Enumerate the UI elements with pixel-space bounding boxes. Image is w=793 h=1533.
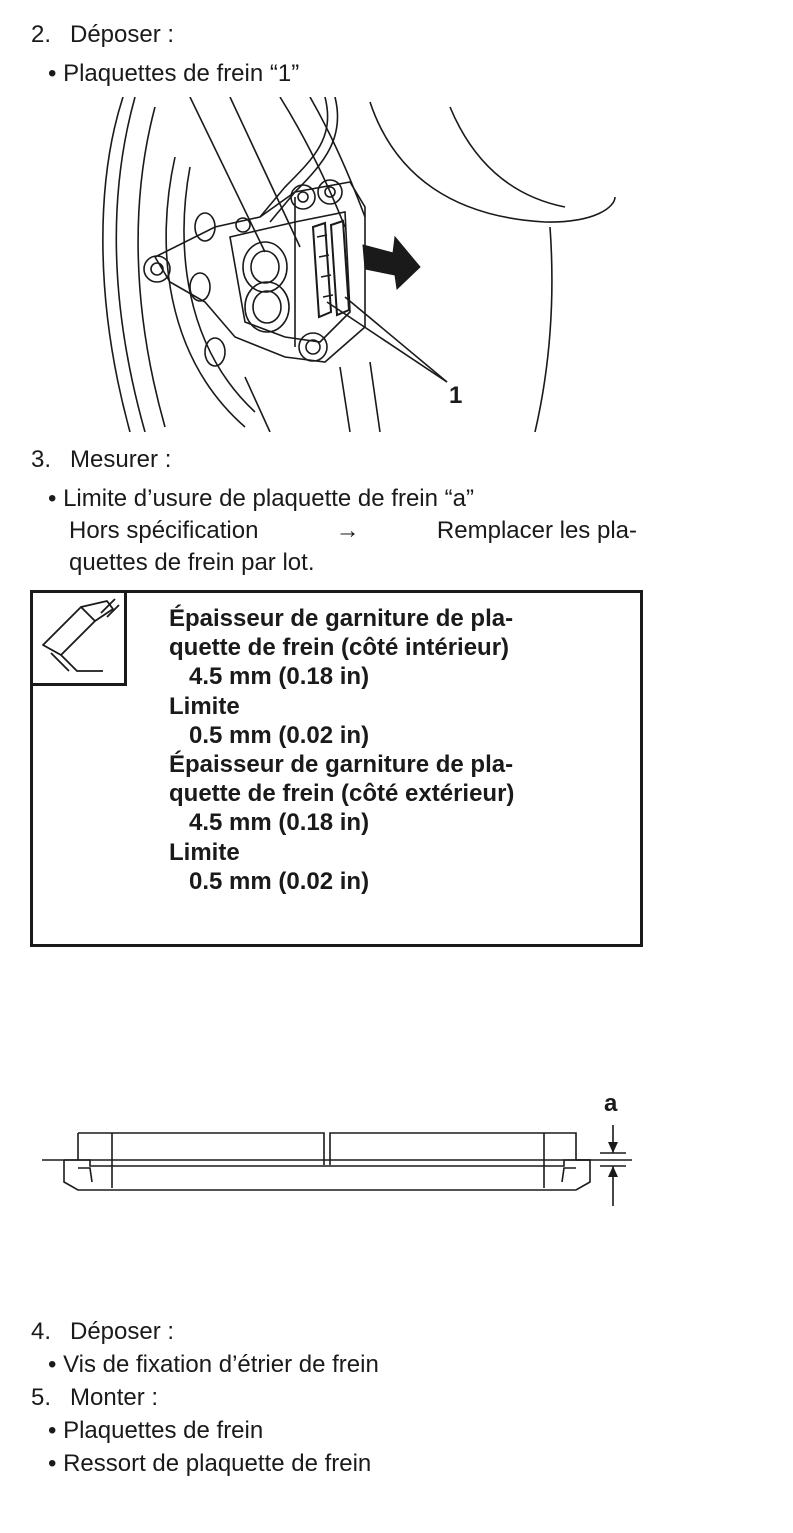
step-5-bullet-2 bbox=[48, 1449, 371, 1478]
mount-bolt bbox=[299, 333, 327, 361]
dim-arrow-up-icon bbox=[608, 1166, 618, 1177]
piston bbox=[243, 242, 287, 292]
step-4-action: Déposer : bbox=[70, 1318, 175, 1345]
figure-1-callout: 1 bbox=[449, 382, 463, 409]
step-2-number: 2. bbox=[31, 21, 52, 48]
step-2-bullet bbox=[48, 59, 299, 88]
step-5-bullet-1 bbox=[48, 1416, 263, 1445]
piston bbox=[251, 251, 279, 283]
bullet-dot: • bbox=[48, 1450, 57, 1477]
fork-lower bbox=[340, 367, 350, 432]
piston bbox=[253, 291, 281, 323]
removal-arrow-icon bbox=[363, 237, 420, 289]
step-3-out-of-spec: Hors spécification bbox=[69, 517, 259, 544]
step-3-number: 3. bbox=[31, 446, 52, 473]
spec-inner-thickness-line1: Épaisseur de garniture de pla- bbox=[169, 605, 514, 632]
brake-disc bbox=[184, 167, 255, 412]
leader-line bbox=[327, 302, 447, 382]
wheel-rim-arc bbox=[116, 97, 145, 432]
step-4-bullet-text: Vis de fixation d’étrier de frein bbox=[63, 1351, 379, 1378]
brake-caliper-illustration bbox=[95, 97, 625, 432]
step-3-bullet bbox=[48, 484, 474, 513]
fork-tube bbox=[230, 97, 300, 247]
spec-inner-thickness-line2: quette de frein (côté intérieur) bbox=[169, 634, 510, 661]
spec-outer-limit-value: 0.5 mm (0.02 in) bbox=[189, 868, 370, 895]
spec-icon-frame bbox=[30, 590, 127, 686]
fork-lower bbox=[245, 377, 270, 432]
bullet-dot: • bbox=[48, 60, 57, 87]
bullet-dot: • bbox=[48, 1417, 57, 1444]
spec-inner-limit-label: Limite bbox=[169, 693, 240, 720]
step-3-line-2 bbox=[69, 516, 637, 545]
step-5-number: 5. bbox=[31, 1384, 52, 1411]
pin-bolt bbox=[298, 192, 308, 202]
spec-inner-value: 4.5 mm (0.18 in) bbox=[189, 663, 370, 690]
pad-wear-diagram bbox=[40, 1120, 640, 1210]
fork-tube bbox=[190, 97, 265, 252]
step-5-bullet-2-text: Ressort de plaquette de frein bbox=[63, 1450, 372, 1477]
fork-tube bbox=[280, 97, 345, 227]
spec-outer-thickness-line1: Épaisseur de garniture de pla- bbox=[169, 751, 514, 778]
fender-outline bbox=[370, 102, 615, 222]
backing-plate bbox=[64, 1160, 590, 1166]
disc-hole bbox=[190, 273, 210, 301]
step-3-action: Mesurer : bbox=[70, 446, 172, 473]
spec-outer-limit-label: Limite bbox=[169, 839, 240, 866]
step-2-bullet-text: Plaquettes de frein “1” bbox=[63, 60, 300, 87]
brake-disc bbox=[166, 157, 245, 427]
bullet-dot: • bbox=[48, 1351, 57, 1378]
brake-hose bbox=[260, 97, 328, 217]
arrow-right-icon: → bbox=[335, 517, 360, 544]
fender-outline bbox=[535, 227, 552, 432]
backing-plate-lip bbox=[78, 1168, 576, 1182]
fork-lower bbox=[370, 362, 380, 432]
step-2-action: Déposer : bbox=[70, 21, 175, 48]
backing-plate bbox=[64, 1160, 590, 1190]
disc-hole bbox=[195, 213, 215, 241]
step-4-number: 4. bbox=[31, 1318, 52, 1345]
figure-2-callout: a bbox=[604, 1090, 618, 1117]
piston bbox=[245, 282, 289, 332]
step-3-replace: Remplacer les pla- bbox=[436, 517, 637, 544]
mount-bolt bbox=[151, 263, 163, 275]
spec-inner-limit-value: 0.5 mm (0.02 in) bbox=[189, 722, 370, 749]
step-3-line-3: quettes de frein par lot. bbox=[69, 549, 315, 576]
spec-outer-thickness-line2: quette de frein (côté extérieur) bbox=[169, 780, 515, 807]
step-5-bullet-1-text: Plaquettes de frein bbox=[63, 1417, 264, 1444]
brake-pad bbox=[317, 235, 333, 297]
caliper-measure-icon bbox=[33, 593, 124, 683]
step-3-bullet-text: Limite d’usure de plaquette de frein “a” bbox=[63, 485, 474, 512]
mount-bolt bbox=[306, 340, 320, 354]
leader-line bbox=[345, 297, 447, 382]
bullet-dot: • bbox=[48, 485, 57, 512]
spec-outer-value: 4.5 mm (0.18 in) bbox=[189, 809, 370, 836]
dim-arrow-down-icon bbox=[608, 1142, 618, 1153]
step-4-bullet bbox=[48, 1350, 379, 1379]
fender-outline bbox=[450, 107, 565, 207]
step-5-action: Monter : bbox=[70, 1384, 159, 1411]
